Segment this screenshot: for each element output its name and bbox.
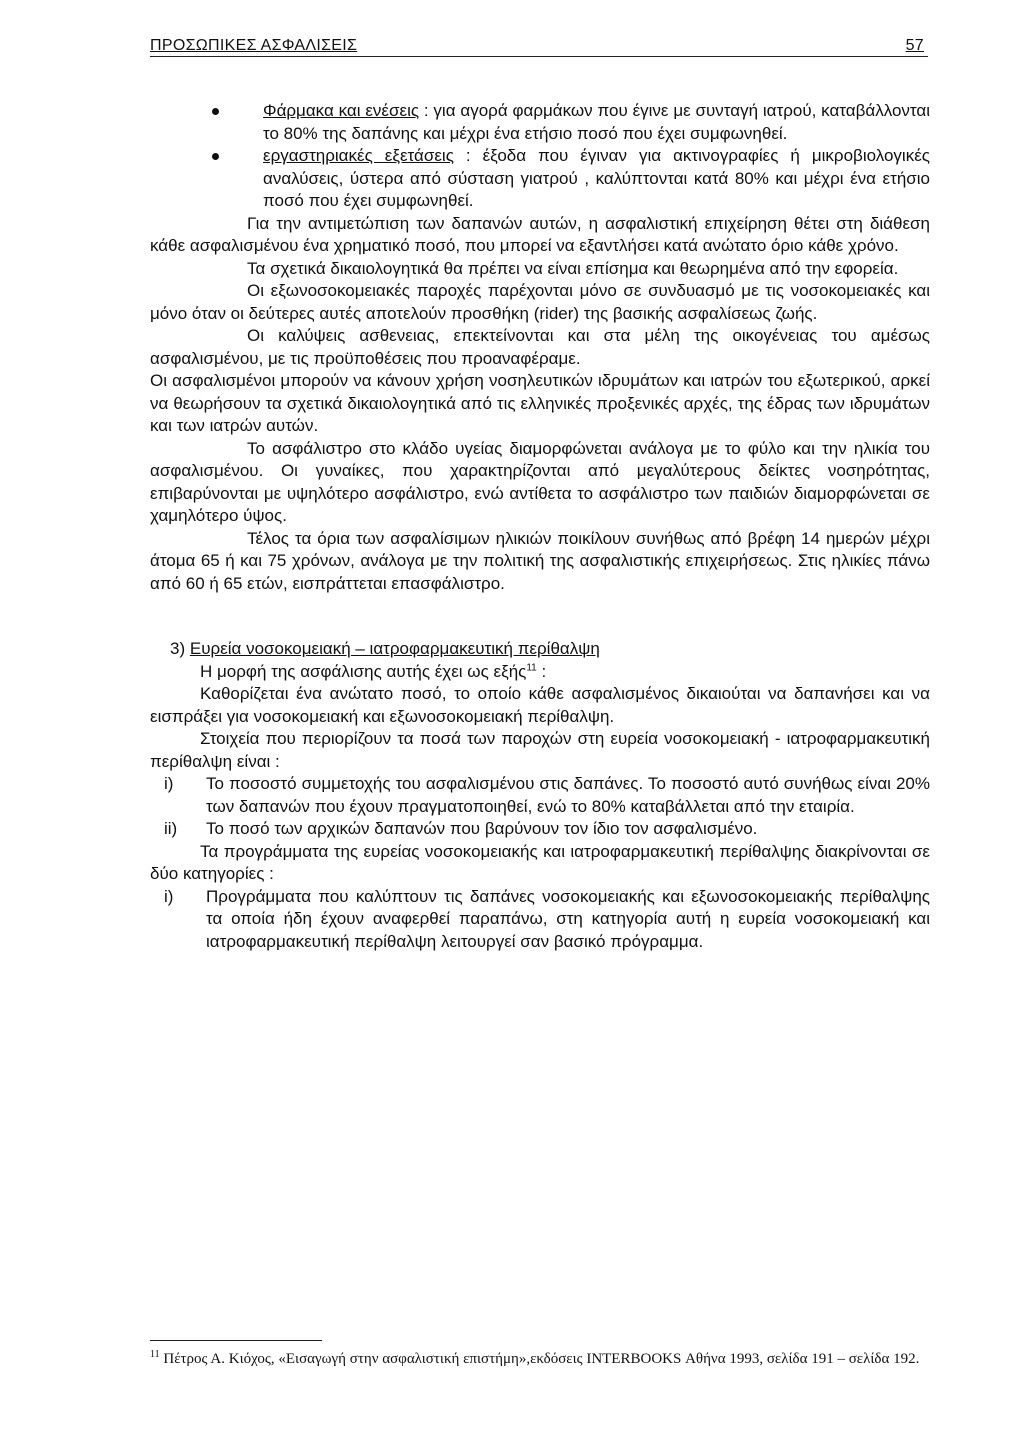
enum-label: ii) (164, 819, 178, 838)
section-intro (150, 661, 930, 684)
section-intro-text: Η μορφή της ασφάλισης αυτής έχει ως εξής (200, 661, 527, 681)
paragraph: Καθορίζεται ένα ανώτατο ποσό, το οποίο κάθε ασφαλισμένος δικαιούται να δαπανήσει και να εισπράξει για νοσοκομειακή και εξωνοσοκομειακή περίθαλψη. (150, 684, 930, 726)
section-heading (150, 638, 930, 661)
body-text (150, 100, 930, 953)
bullet-icon (212, 153, 219, 160)
bullet-list (150, 100, 930, 213)
bullet-item (150, 145, 930, 213)
running-header (150, 36, 928, 57)
footnote-number: 11 (150, 1349, 160, 1360)
enum-text: Προγράμματα που καλύπτουν τις δαπάνες νοσοκομειακής και εξωνοσοκομειακής περίθαλψης τα οποία ήδη έχουν αναφερθεί παραπάνω, στη κατηγορία αυτή η ευρεία νοσοκομειακή και ιατροφαρμακευτική περίθαλψη λειτουργεί σαν βασικό πρόγραμμα. (206, 886, 930, 951)
footnote-area (150, 1340, 930, 1369)
bullet-text: : έξοδα που έγιναν για ακτινογραφίες ή μικροβιολογικές αναλύσεις, ύστερα από σύσταση γιατρού , καλύπτονται κατά 80% και μέχρι ένα ετήσιο ποσό που έχει συμφωνηθεί. (263, 146, 930, 210)
bullet-term: εργαστηριακές εξετάσεις (263, 146, 454, 165)
section-title: Ευρεία νοσοκομειακή – ιατροφαρμακευτική περίθαλψη (189, 639, 600, 658)
footnote-ref: 11 (526, 661, 537, 673)
paragraph: Οι ασφαλισμένοι μπορούν να κάνουν χρήση νοσηλευτικών ιδρυμάτων και ιατρών του εξωτερικού, αρκεί να θεωρήσουν τα σχετικά δικαιολογητικά από τις ελληνικές προξενικές αρχές, της έδρας των ιδρυμάτων και των ιατρών αυτών. (150, 371, 930, 435)
enum-label: i) (164, 774, 174, 793)
header-title: ΠΡΟΣΩΠΙΚΕΣ ΑΣΦΑΛΙΣΕΙΣ (150, 37, 358, 54)
enum-item (150, 773, 930, 818)
paragraph: Οι εξωνοσοκομειακές παροχές παρέχονται μόνο σε συνδυασμό με τις νοσοκομειακές και μόνο όταν οι δεύτερες αυτές αποτελούν προσθήκη (rider) της βασικής ασφαλίσεως ζωής. (150, 281, 930, 323)
section-number: 3) (170, 639, 186, 658)
footnote-text: Πέτρος Α. Κιόχος, «Εισαγωγή στην ασφαλιστική επιστήμη»,εκδόσεις INTERBOOKS Αθήνα 1993, σελίδα 191 – σελίδα 192. (159, 1351, 920, 1367)
paragraph: Οι καλύψεις ασθενειας, επεκτείνονται και στα μέλη της οικογένειας του αμέσως ασφαλισμένου, με τις προϋποθέσεις που προαναφέραμε. (150, 326, 930, 368)
section-intro-end: : (536, 661, 547, 681)
bullet-icon (212, 108, 219, 115)
page-number: 57 (905, 37, 924, 54)
paragraph: Στοιχεία που περιορίζουν τα ποσά των παροχών στη ευρεία νοσοκομειακή - ιατροφαρμακευτική περίθαλψη είναι : (150, 729, 930, 771)
spacer (150, 595, 930, 638)
enum-text: Το ποσό των αρχικών δαπανών που βαρύνουν τον ίδιο τον ασφαλισμένο. (206, 819, 758, 838)
paragraph: Το ασφάλιστρο στο κλάδο υγείας διαμορφώνεται ανάλογα με το φύλο και την ηλικία του ασφαλισμένου. Οι γυναίκες, που χαρακτηρίζονται από μεγαλύτερους δείκτες νοσηρότητας, επιβαρύνονται με υψηλότερο ασφάλιστρο, ενώ αντίθετα το ασφάλιστρο των παιδιών διαμορφώνεται σε χαμηλότερο ύψος. (150, 438, 930, 525)
bullet-text: : για αγορά φαρμάκων που έγινε με συνταγή ιατρού, καταβάλλονται το 80% της δαπάνης και μέχρι ένα ετήσιο ποσό που έχει συμφωνηθεί. (263, 101, 930, 143)
enum-label: i) (164, 886, 174, 906)
paragraph: Τα σχετικά δικαιολογητικά θα πρέπει να είναι επίσημα και θεωρημένα από την εφορεία. (247, 258, 899, 278)
bullet-item (150, 100, 930, 145)
enum-item (150, 886, 930, 954)
enum-text: Το ποσοστό συμμετοχής του ασφαλισμένου στις δαπάνες. Το ποσοστό αυτό συνήθως είναι 20% των δαπανών που έχουν πραγματοποιηθεί, ενώ το 80% καταβάλλεται από την εταιρία. (206, 774, 930, 816)
enum-item (150, 818, 930, 841)
paragraph: Τέλος τα όρια των ασφαλίσιμων ηλικιών ποικίλουν συνήθως από βρέφη 14 ημερών μέχρι άτομα 65 ή και 75 χρόνων, ανάλογα με την πολιτική της ασφαλιστικής επιχειρήσεως. Στις ηλικίες πάνω από 60 ή 65 ετών, εισπράττεται επασφάλιστρο. (150, 528, 930, 593)
paragraph: Τα προγράμματα της ευρείας νοσοκομειακής και ιατροφαρμακευτική περίθαλψης διακρίνονται σε δύο κατηγορίες : (150, 841, 930, 883)
paragraph: Για την αντιμετώπιση των δαπανών αυτών, η ασφαλιστική επιχείρηση θέτει στη διάθεση κάθε ασφαλισμένου ένα χρηματικό ποσό, που μπορεί να εξαντλήσει κατά ανώτατο όριο κάθε χρόνο. (150, 213, 930, 255)
footnote (150, 1349, 930, 1369)
bullet-term: Φάρμακα και ενέσεις (263, 101, 420, 120)
footnote-divider (150, 1340, 322, 1341)
